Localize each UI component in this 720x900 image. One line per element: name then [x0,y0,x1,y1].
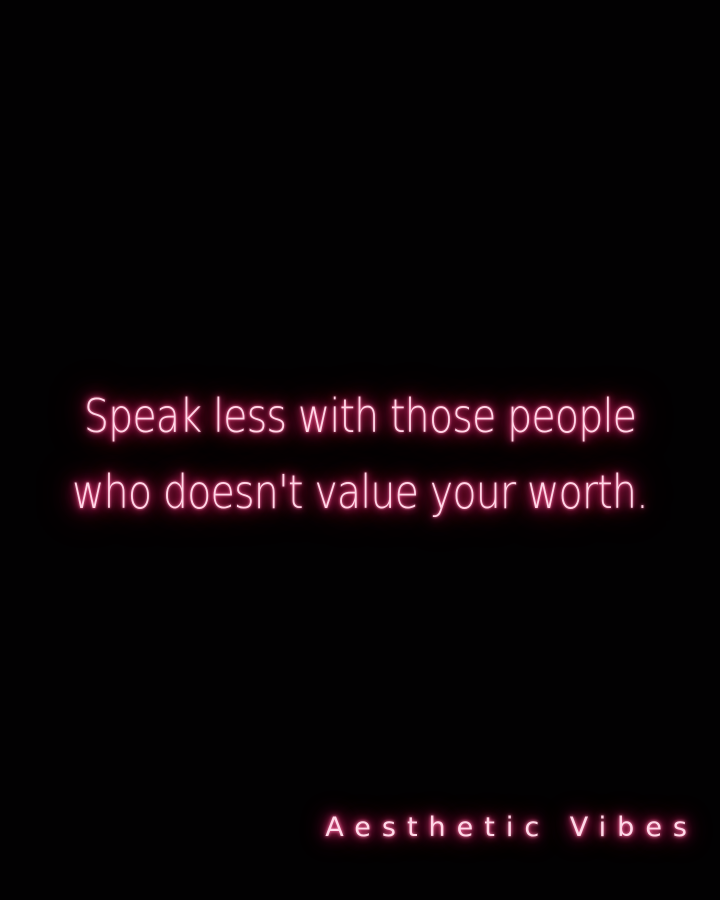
quote-line-1: Speak less with those people [83,389,637,443]
signature-watermark: Aesthetic Vibes [325,812,698,843]
neon-quote [50,378,669,530]
quote-line-2: who doesn't value your worth. [72,465,648,519]
